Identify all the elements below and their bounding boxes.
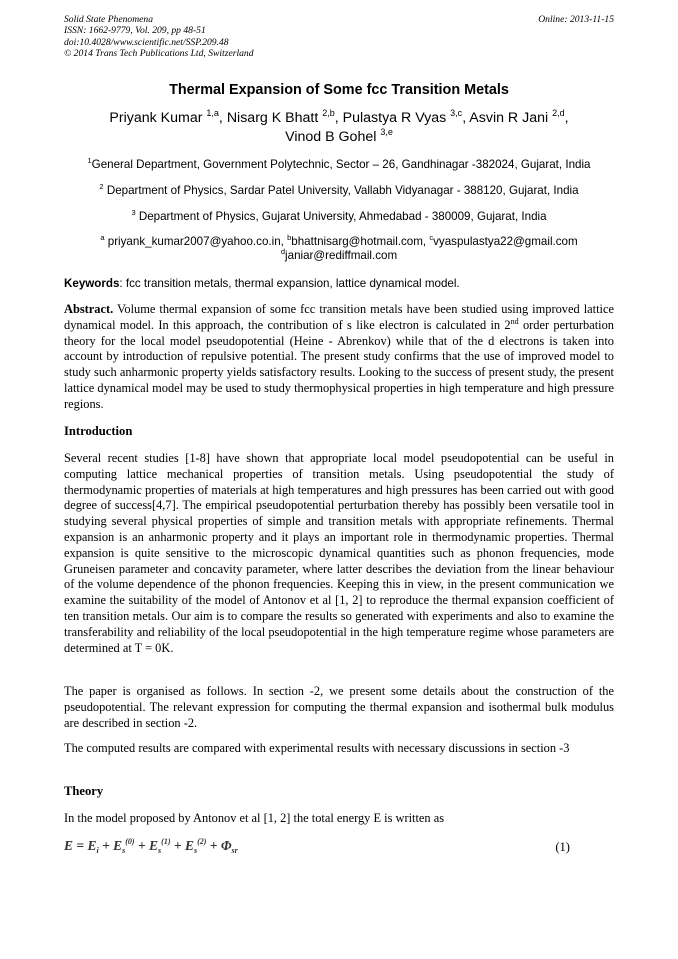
keywords	[64, 277, 614, 291]
issn-line: ISSN: 1662-9779, Vol. 209, pp 48-51	[64, 25, 206, 37]
doi-line: doi:10.4028/www.scientific.net/SSP.209.48	[64, 36, 229, 48]
abstract-sup: nd	[510, 316, 519, 326]
affiliation-text: Department of Physics, Gujarat University, Ahmedabad - 380009, Gujarat, India	[138, 210, 547, 223]
affiliation-1	[40, 158, 638, 172]
affiliation-2	[40, 184, 638, 198]
eq-sup: (2)	[197, 837, 207, 846]
affiliation-sup: 1	[87, 156, 92, 165]
eq-sub: sr	[231, 846, 238, 855]
theory-heading: Theory	[64, 784, 104, 798]
online-date: Online: 2013-11-15	[538, 14, 614, 25]
equation-1	[64, 838, 238, 854]
email-sup: d	[280, 247, 286, 256]
affiliation-text: General Department, Government Polytechnic, Sector – 26, Gandhinagar -382024, Gujarat, India	[91, 158, 591, 171]
email-b[interactable]: bhattnisarg@hotmail.com,	[291, 235, 427, 248]
eq-sub: s	[158, 846, 162, 855]
abstract-label: Abstract.	[64, 302, 114, 316]
author-name: Nisarg K Bhatt	[226, 110, 319, 126]
journal-name: Solid State Phenomena	[64, 14, 153, 25]
email-sup: b	[287, 233, 292, 242]
eq-sup: (0)	[125, 837, 135, 846]
email-sup: c	[429, 233, 434, 242]
eq-term: + E	[134, 838, 159, 853]
eq-sub: s	[122, 846, 126, 855]
equation-number: (1)	[555, 840, 570, 854]
author-list: Priyank Kumar $^{1,a}$, Nisarg K Bhatt $^{2,b}$, Pulastya R Vyas $^{3,c}$, Asvin R Jani $^{2,d}$, Vinod B Gohel $^{3,e}$	[109, 108, 569, 145]
author-sup: 2,b	[322, 108, 335, 118]
author-name: Vinod B Gohel	[285, 129, 377, 145]
email-a[interactable]: priyank_kumar2007@yahoo.co.in,	[107, 235, 284, 248]
paper-title: Thermal Expansion of Some fcc Transition Metals	[169, 82, 509, 98]
introduction-heading: Introduction	[64, 424, 133, 438]
email-sup: a	[100, 233, 105, 242]
eq-term: + E	[98, 838, 123, 853]
author-sup: 1,a	[206, 108, 219, 118]
affiliation-text: Department of Physics, Sardar Patel University, Vallabh Vidyanagar - 388120, Gujarat, India	[106, 184, 579, 197]
eq-sup: (1)	[161, 837, 171, 846]
abstract	[64, 302, 614, 413]
abstract-text: Volume thermal expansion of some fcc transition metals have been studied using improved lattice dynamical model. In this approach, the contribution of s like electron is calculated in 2	[64, 302, 614, 332]
theory-paragraph-1: In the model proposed by Antonov et al [1, 2] the total energy E is written as	[64, 811, 445, 825]
eq-sub: s	[193, 846, 198, 855]
eq-term: + E	[170, 838, 194, 853]
author-name: Priyank Kumar	[109, 110, 203, 126]
author-name: Asvin R Jani	[469, 110, 549, 126]
affiliation-sup: 3	[131, 208, 136, 217]
intro-paragraph-1: Several recent studies [1-8] have shown that appropriate local model pseudopotential can be useful in computing lattice mechanical properties of transition metals. Using pseudopotential the study of thermodynamic properties of materials at high temperatures and high pressures has been carried out with good degree of success[4,7]. The empirical pseudopotential perturbation thereby has possibly been versatile tool in studying several physical properties of simple and transition metals with appropriate refinements. Thermal expansion is an anharmonic property and it plays an important role in thermodynamic properties. Thermal expansion is quite sensitive to the microscopic dynamical quantities such as phonon frequencies, mode Gruneisen parameter and concavity parameter, where latter describes the deviation from the linear behaviour of the volume dependence of the phonon frequencies. Keeping this in view, in the present communication we examine the suitability of the model of Antonov et al [1, 2] to reproduce the thermal expansion coefficient of ten transition metals. Our aim is to compare the results so generated with experiments and also to examine the transferability and reliability of the local pseudopotential in the high temperature regime whose parameters are determined at T = 0K.	[64, 451, 614, 655]
author-sup: 2,d	[552, 108, 565, 118]
intro-paragraph-3: The computed results are compared with experimental results with necessary discussions in section -3	[64, 741, 570, 755]
email-c[interactable]: vyaspulastya22@gmail.com	[433, 235, 578, 248]
eq-term: E = E	[64, 838, 97, 853]
copyright-line: © 2014 Trans Tech Publications Ltd, Switzerland	[64, 47, 254, 59]
author-sup: 3,c	[450, 108, 463, 118]
eq-term: + Φ	[206, 838, 232, 853]
keywords-label: Keywords	[64, 277, 120, 290]
email-d[interactable]: janiar@rediffmail.com	[285, 249, 398, 262]
affiliation-3	[40, 210, 638, 224]
journal-header	[64, 14, 254, 59]
email-list	[40, 235, 638, 263]
affiliation-sup: 2	[99, 182, 104, 191]
eq-sub: i	[96, 846, 99, 855]
abstract-text: order perturbation theory for the local model pseudopotential (Heine - Abrenkov) while that of the d electrons is taken into account by introduction of repulsive potential. The present study confirms that the use of improved model to study such anharmonic property yields satisfactory results. Looking to the success of present study, the present lattice dynamical model may be used to study thermophysical properties in high temperature and high pressure regions.	[64, 317, 614, 411]
intro-paragraph-2: The paper is organised as follows. In section -2, we present some details about the construction of the pseudopotential. The relevant expression for computing the thermal expansion and isothermal bulk modulus are described in section -2.	[64, 684, 614, 730]
author-name: Pulastya R Vyas	[342, 110, 447, 126]
keywords-text: : fcc transition metals, thermal expansion, lattice dynamical model.	[119, 277, 460, 290]
author-sup: 3,e	[380, 127, 393, 137]
